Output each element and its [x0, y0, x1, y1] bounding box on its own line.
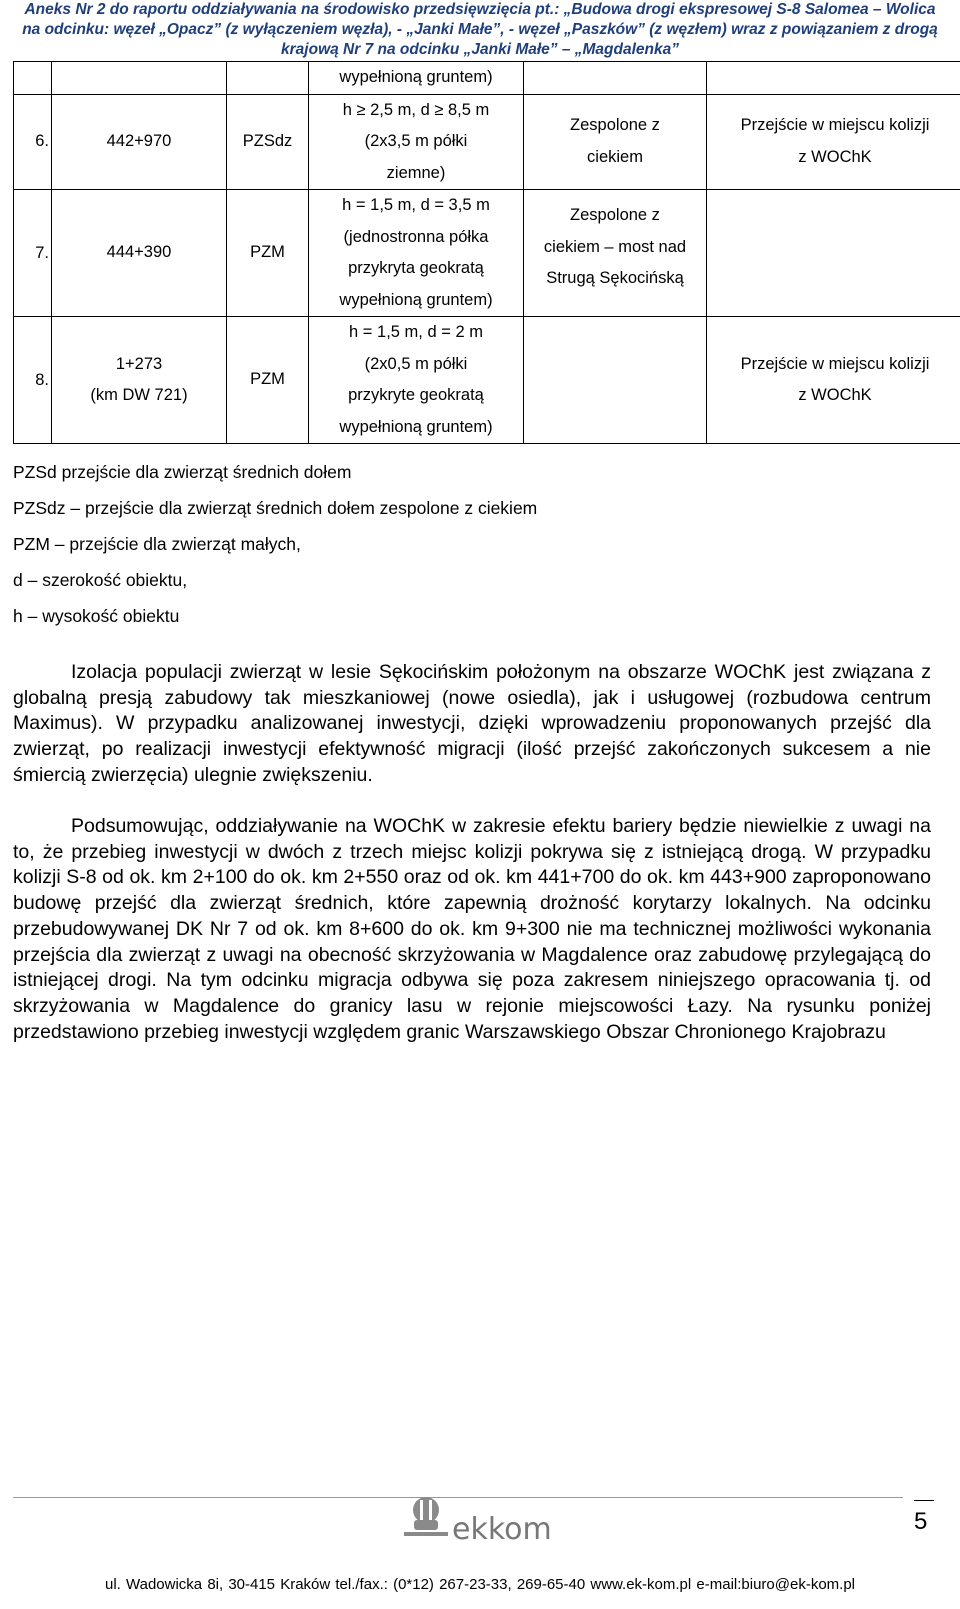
table-legend: [13, 460, 537, 640]
type-cell: PZM: [250, 243, 285, 262]
params-cell-line: przykryta geokratą: [348, 259, 484, 277]
legend-item: PZM – przejście dla zwierząt małych,: [13, 534, 301, 554]
table-row-fragment: [14, 62, 960, 95]
params-cell-line: wypełnioną gruntem): [339, 68, 493, 86]
paragraph-text: Podsumowując, oddziaływanie na WOChK w zakresie efektu bariery będzie niewielkie z uwagi na to, że przebieg inwestycji w dwóch z trzech miejsc kolizji pokrywa się z istniejącą drogą. W przypadku kolizji S-8 od ok. km 2+100 do ok. km 2+550 oraz od ok. km 441+700 do ok. km 443+900 zaproponowano budowę przejść dla zwierząt średnich, które zapewnią drożność korytarzy lokalnych. Na odcinku przebudowywanej DK Nr 7 od ok. km 8+600 do ok. km 9+300 nie ma technicznej możliwości wykonania przejścia dla zwierząt z uwagi na obecność skrzyżowania w Magdalence oraz zabudowę przylegającą do istniejącej drogi. Na tym odcinku migracja odbywa się poza zakresem niniejszego opracowania tj. od skrzyżowania w Magdalence do granicy lasu w rejonie miejscowości Łazy. Na rysunku poniżej przedstawiono przebieg inwestycji względem granic Warszawskiego Obszar Chronionego Krajobrazu: [13, 815, 931, 1043]
table-row: [14, 317, 960, 444]
wildlife-crossings-table: [13, 61, 960, 444]
km-cell: 442+970: [106, 132, 172, 150]
params-cell-line: (2x0,5 m półki: [364, 354, 468, 373]
params-cell-line: h = 1,5 m, d = 3,5 m: [342, 196, 490, 214]
header-line-2: na odcinku: węzeł „Opacz” (z wyłączeniem węzła), - „Janki Małe”, - węzeł „Paszków” (z węzłem) wraz z powiązaniem z drogą: [22, 21, 938, 38]
row-number: 7.: [35, 243, 49, 262]
km-cell: 444+390: [106, 243, 172, 262]
params-cell-line: (2x3,5 m półki: [364, 132, 468, 150]
notes-cell-line: z WOChK: [798, 147, 872, 166]
header-line-3: krajową Nr 7 na odcinku „Janki Małe” – „Magdalenka”: [281, 41, 679, 58]
params-cell-line: h ≥ 2,5 m, d ≥ 8,5 m: [342, 100, 490, 119]
type-cell: PZM: [250, 370, 285, 389]
footer-address: ul. Wadowicka 8i, 30-415 Kraków tel./fax.: (0*12) 267-23-33, 269-65-40 www.ek-kom.pl e-mail:biuro@ek-kom.pl: [105, 1576, 855, 1593]
km-cell: 1+273: [115, 354, 163, 373]
params-cell-line: ziemne): [386, 163, 446, 182]
km-cell: (km DW 721): [90, 386, 188, 404]
page-number-rule: [914, 1500, 934, 1501]
params-cell-line: wypełnioną gruntem): [339, 417, 493, 436]
type-cell: PZSdz: [242, 132, 293, 150]
notes-cell-line: Przejście w miejscu kolizji: [740, 116, 930, 135]
header-line-1: Aneks Nr 2 do raportu oddziaływania na środowisko przedsięwzięcia pt.: „Budowa drogi ekspresowej S-8 Salomea – Wolica: [24, 1, 936, 18]
body-paragraph-1: [13, 660, 931, 789]
page-number: 5: [914, 1508, 928, 1535]
params-cell-line: wypełnioną gruntem): [339, 290, 493, 309]
relation-cell-line: Zespolone z: [570, 206, 660, 224]
params-cell-line: (jednostronna półka: [343, 227, 489, 246]
relation-cell-line: Zespolone z: [570, 116, 660, 135]
params-cell-line: h = 1,5 m, d = 2 m: [349, 323, 483, 341]
document-header: [0, 0, 960, 60]
legend-item: PZSd przejście dla zwierząt średnich dołem: [13, 462, 352, 482]
table-row: [14, 190, 960, 317]
logo-text: ekkom: [452, 1512, 552, 1547]
body-paragraph-2: [13, 814, 931, 1045]
relation-cell-line: ciekiem: [587, 147, 643, 166]
paragraph-text: Izolacja populacji zwierząt w lesie Sękocińskim położonym na obszarze WOChK jest związana z globalną presją zabudowy tak mieszkaniowej (nowe osiedla), jak i usługowej (rozbudowa centrum Maximus). W przypadku analizowanej inwestycji, dzięki wprowadzeniu proponowanych przejść dla zwierząt, po realizacji inwestycji efektywność migracji (ilość przejść zakończonych sukcesem a nie śmiercią zwierzęcia) ulegnie zwiększeniu.: [13, 661, 931, 786]
relation-cell-line: Strugą Sękocińską: [546, 269, 684, 287]
legend-item: PZSdz – przejście dla zwierząt średnich dołem zespolone z ciekiem: [13, 498, 538, 518]
params-cell-line: przykryte geokratą: [348, 386, 484, 404]
legend-item: h – wysokość obiektu: [13, 606, 180, 626]
relation-cell-line: ciekiem – most nad: [543, 237, 687, 256]
notes-cell-line: Przejście w miejscu kolizji: [740, 354, 930, 373]
row-number: 8.: [35, 370, 49, 389]
notes-cell-line: z WOChK: [798, 386, 872, 404]
table-row: [14, 94, 960, 190]
legend-item: d – szerokość obiektu,: [13, 570, 188, 590]
row-number: 6.: [35, 132, 49, 151]
